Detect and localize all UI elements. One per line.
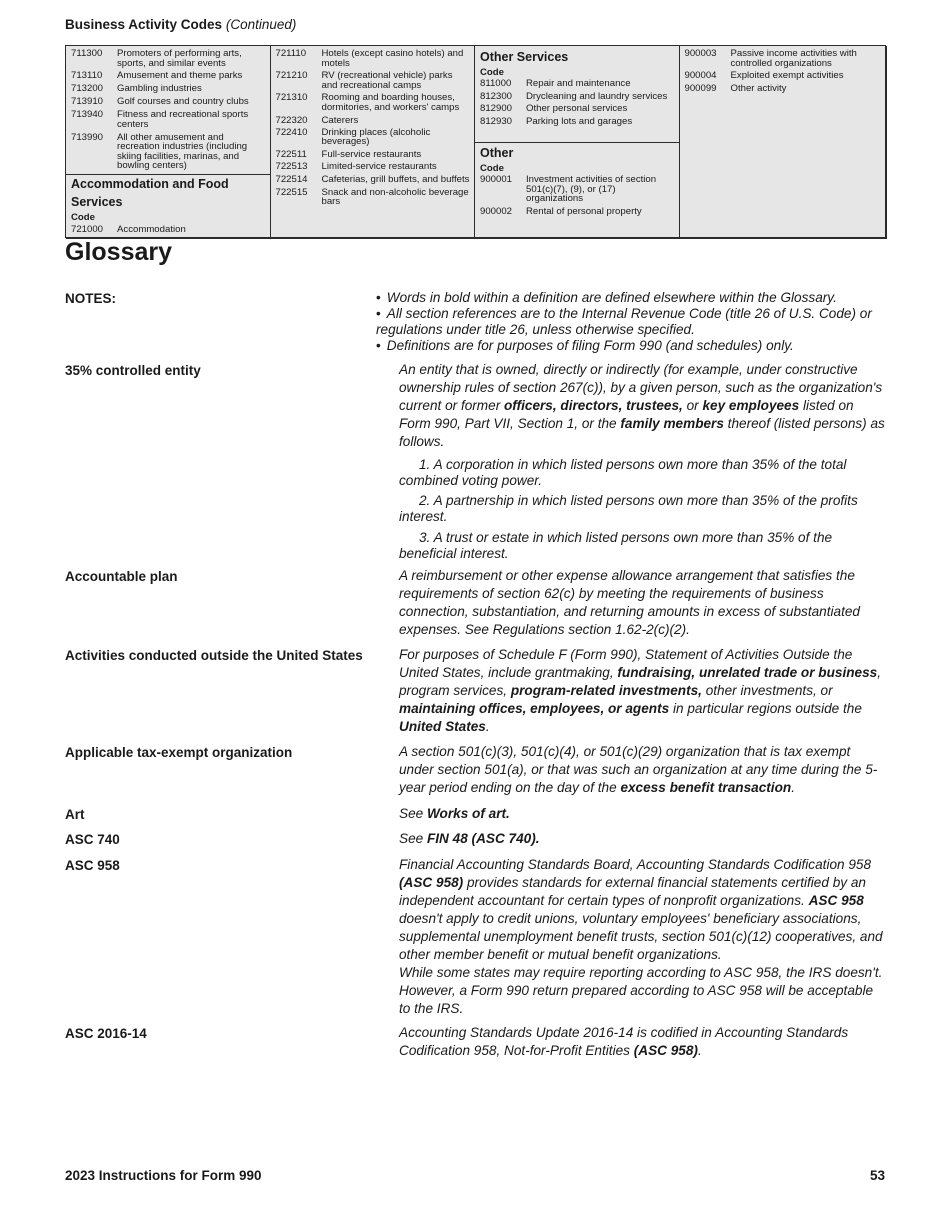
- code-row: 900002 Rental of personal property: [480, 205, 642, 217]
- def-asc958: [399, 856, 886, 1018]
- code-row: 900099 Other activity: [684, 82, 787, 94]
- heading-continued: (Continued): [225, 17, 297, 32]
- codes-column-2: [271, 46, 476, 237]
- term-asc958: ASC 958: [65, 858, 120, 873]
- code-row: 722513 Limited-service restaurants: [275, 161, 437, 173]
- code-row: 721310 Rooming and boarding houses, dormitories, and workers' camps: [275, 92, 460, 113]
- codes-list-accommodation: [271, 46, 475, 207]
- term-applicable-org: Applicable tax-exempt organization: [65, 745, 293, 760]
- glossary-title: Glossary: [65, 238, 173, 266]
- other-services-section: [475, 46, 679, 126]
- code-row: 713110 Amusement and theme parks: [71, 70, 243, 82]
- codes-column-1: [66, 46, 271, 237]
- code-row: 900003 Passive income activities with controlled organizations: [684, 48, 857, 69]
- business-codes-table: [65, 45, 886, 238]
- numbered-item: 3. A trust or estate in which listed persons own more than 35% of the beneficial interest.: [399, 530, 833, 561]
- def-asc740: See FIN 48 (ASC 740).: [399, 831, 540, 846]
- def-accountable-plan: A reimbursement or other expense allowance arrangement that satisfies the requirements of section 62(c) by meeting the requirements of business connection, substantiation, and returning amounts in excess of substantiated expenses. See Regulations section 1.62-2(c)(2).: [399, 568, 860, 637]
- heading-title: Business Activity Codes: [65, 17, 223, 32]
- numbered-item: 1. A corporation in which listed persons own more than 35% of the total combined voting power.: [399, 457, 847, 488]
- other-section: [475, 144, 679, 216]
- code-row: 812900 Other personal services: [480, 103, 628, 115]
- code-row: 722515 Snack and non-alcoholic beverage bars: [275, 186, 469, 208]
- code-row: 722511 Full-service restaurants: [275, 148, 422, 160]
- divider: [475, 142, 679, 143]
- code-row: 713910 Golf courses and country clubs: [71, 96, 249, 108]
- def-activities-outside: For purposes of Schedule F (Form 990), Statement of Activities Outside the United States, include grantmaking, fundraising, unrelated trade or business, program services, program-related investments, other investments, or maintaining offices, employees, or agents in particular regions outside the United States.: [399, 647, 882, 734]
- term-controlled-entity: 35% controlled entity: [65, 363, 201, 378]
- term-art: Art: [65, 807, 85, 822]
- code-label: Code: [480, 67, 504, 78]
- codes-column-3: [475, 46, 680, 237]
- code-row: 900004 Exploited exempt activities: [684, 70, 844, 82]
- code-row: 721000 Accommodation: [71, 224, 186, 235]
- page-heading: [65, 17, 296, 32]
- code-label: Code: [480, 163, 504, 174]
- code-row: 713990 All other amusement and recreation industries (including skiing facilities, marinas, and bowling centers): [71, 131, 248, 172]
- code-row: 721110 Hotels (except casino hotels) and motels: [275, 48, 464, 69]
- term-activities-outside: Activities conducted outside the United States: [65, 648, 363, 663]
- def-controlled-entity: [399, 361, 886, 562]
- other-title: Other: [480, 146, 514, 160]
- def-applicable-org: A section 501(c)(3), 501(c)(4), or 501(c)(29) organization that is tax exempt under section 501(a), or that was such an organization at any time during the 5-year period ending on the day of the excess benefit transaction.: [399, 744, 878, 795]
- code-row: 713940 Fitness and recreational sports centers: [71, 109, 249, 131]
- codes-list-other: [680, 46, 886, 93]
- code-row: 722514 Cafeterias, grill buffets, and buffets: [275, 174, 470, 186]
- def-art: See Works of art.: [399, 806, 510, 821]
- bullet-icon: •: [376, 306, 381, 321]
- code-row: 812930 Parking lots and garages: [480, 115, 633, 127]
- code-row: 812300 Drycleaning and laundry services: [480, 90, 668, 102]
- def-asc2016: Accounting Standards Update 2016-14 is codified in Accounting Standards Codification 958, Not-for-Profit Entities (ASC 958).: [399, 1025, 849, 1058]
- code-row: 721210 RV (recreational vehicle) parks and recreational camps: [275, 70, 453, 91]
- notes-label: NOTES:: [65, 291, 117, 306]
- code-row: 722320 Caterers: [275, 114, 359, 126]
- note-item: • All section references are to the Internal Revenue Code (title 26 of U.S. Code) or regulations under title 26, unless otherwise specified.: [376, 306, 872, 337]
- accommodation-title: Accommodation and Food Services: [71, 177, 229, 209]
- codes-column-4: [680, 46, 886, 237]
- bullet-icon: •: [376, 290, 381, 305]
- notes-list: [376, 290, 886, 354]
- page-number: 53: [869, 1168, 885, 1183]
- def-paragraph: An entity that is owned, directly or indirectly (for example, under constructive ownership rules of section 267(c)), by a given person, such as the organization's current or former officers, directors, trustees, or key employees listed on Form 990, Part VII, Section 1, or the family members thereof (listed persons) as follows.: [399, 362, 885, 449]
- numbered-item: 2. A partnership in which listed persons own more than 35% of the profits interest.: [399, 493, 858, 524]
- term-accountable-plan: Accountable plan: [65, 569, 178, 584]
- footer-title: 2023 Instructions for Form 990: [65, 1168, 262, 1183]
- accommodation-section: [66, 175, 270, 236]
- term-asc2016: ASC 2016-14: [65, 1026, 147, 1041]
- def-paragraph: While some states may require reporting according to ASC 958, the IRS doesn't. However, a Form 990 return prepared according to ASC 958 will be acceptable to the IRS.: [399, 965, 883, 1016]
- codes-list-arts: [66, 46, 270, 171]
- code-row: 713200 Gambling industries: [71, 83, 202, 95]
- code-row: 811000 Repair and maintenance: [480, 78, 631, 89]
- bullet-icon: •: [376, 338, 381, 353]
- def-paragraph: Financial Accounting Standards Board, Accounting Standards Codification 958 (ASC 958) provides standards for external financial statements certified by an independent accountant for certain types of nonprofit organizations. ASC 958 doesn't apply to credit unions, voluntary employees' beneficiary associations, supplemental unemployment benefit trusts, section 501(c)(12) cooperatives, and other member benefit or mutual benefit organizations.: [399, 857, 883, 962]
- note-item: • Definitions are for purposes of filing Form 990 (and schedules) only.: [376, 338, 794, 353]
- code-row: 900001 Investment activities of section 501(c)(7), (9), or (17) organizations: [480, 174, 657, 205]
- code-label: Code: [71, 212, 95, 223]
- code-row: 711300 Promoters of performing arts, sports, and similar events: [71, 48, 242, 69]
- other-services-title: Other Services: [480, 50, 569, 64]
- note-item: • Words in bold within a definition are defined elsewhere within the Glossary.: [376, 290, 837, 305]
- code-row: 722410 Drinking places (alcoholic beverages): [275, 126, 431, 148]
- term-asc740: ASC 740: [65, 832, 120, 847]
